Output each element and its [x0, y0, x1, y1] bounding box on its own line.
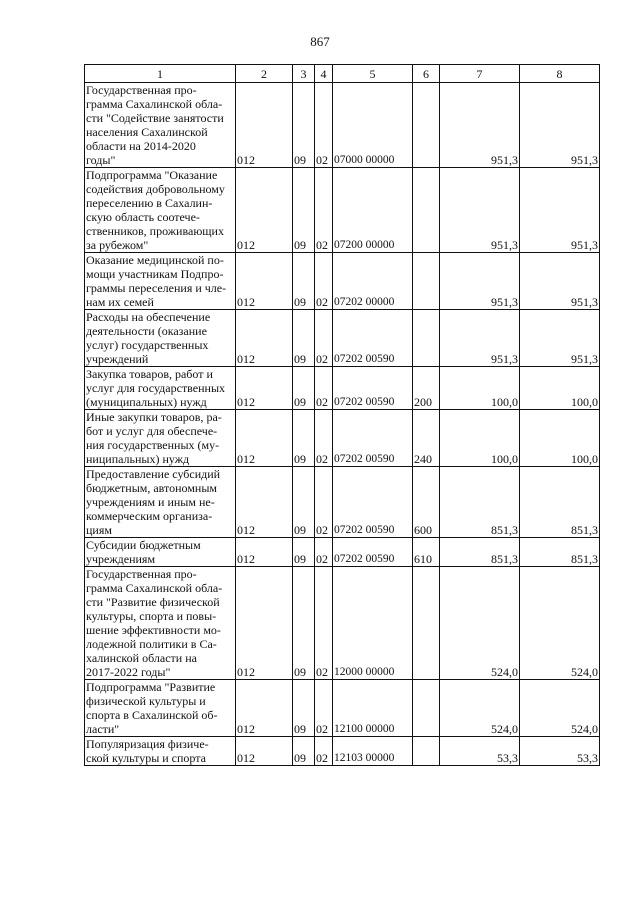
row-name-cell: Государственная про- грамма Сахалинской обла- сти "Развитие физической культуры, спорта и повы- шение эффективности мо- лодежной политики в Са- халинской области на 2017-2022 годы"	[85, 567, 236, 680]
subsection-cell: 02	[315, 538, 333, 567]
column-header: 2	[236, 65, 293, 83]
target-article-cell: 07202 00590	[333, 367, 413, 410]
amount-cell: 524,0	[440, 680, 520, 737]
table-row	[85, 410, 600, 467]
amount-total-cell: 100,0	[520, 410, 600, 467]
amount-total-cell: 851,3	[520, 467, 600, 538]
amount-total-cell: 851,3	[520, 538, 600, 567]
column-header: 1	[85, 65, 236, 83]
expense-type-cell	[413, 168, 440, 253]
row-name-cell: Предоставление субсидий бюджетным, автономным учреждениям и иным не- коммерческим организа- циям	[85, 467, 236, 538]
expense-type-cell	[413, 567, 440, 680]
column-header: 3	[293, 65, 315, 83]
row-name-cell: Субсидии бюджетным учреждениям	[85, 538, 236, 567]
subsection-cell: 02	[315, 567, 333, 680]
admin-code-cell: 012	[236, 253, 293, 310]
target-article-cell: 12103 00000	[333, 737, 413, 766]
amount-total-cell: 951,3	[520, 83, 600, 168]
admin-code-cell: 012	[236, 168, 293, 253]
subsection-cell: 02	[315, 467, 333, 538]
section-cell: 09	[293, 83, 315, 168]
expense-type-cell: 600	[413, 467, 440, 538]
amount-total-cell: 951,3	[520, 168, 600, 253]
budget-table	[84, 64, 600, 766]
section-cell: 09	[293, 567, 315, 680]
admin-code-cell: 012	[236, 567, 293, 680]
expense-type-cell	[413, 253, 440, 310]
table-row	[85, 567, 600, 680]
row-name-cell: Закупка товаров, работ и услуг для государственных (муниципальных) нужд	[85, 367, 236, 410]
table-row	[85, 680, 600, 737]
section-cell: 09	[293, 253, 315, 310]
section-cell: 09	[293, 310, 315, 367]
subsection-cell: 02	[315, 367, 333, 410]
amount-cell: 951,3	[440, 168, 520, 253]
target-article-cell: 12100 00000	[333, 680, 413, 737]
column-header: 5	[333, 65, 413, 83]
column-header: 8	[520, 65, 600, 83]
target-article-cell: 07202 00590	[333, 410, 413, 467]
subsection-cell: 02	[315, 310, 333, 367]
amount-cell: 100,0	[440, 367, 520, 410]
page-number: 867	[310, 34, 330, 49]
subsection-cell: 02	[315, 253, 333, 310]
amount-total-cell: 53,3	[520, 737, 600, 766]
subsection-cell: 02	[315, 83, 333, 168]
table-row	[85, 83, 600, 168]
section-cell: 09	[293, 467, 315, 538]
column-header: 4	[315, 65, 333, 83]
admin-code-cell: 012	[236, 680, 293, 737]
table-row	[85, 253, 600, 310]
header-row	[85, 65, 600, 83]
section-cell: 09	[293, 410, 315, 467]
target-article-cell: 07202 00590	[333, 467, 413, 538]
section-cell: 09	[293, 168, 315, 253]
column-header: 7	[440, 65, 520, 83]
amount-total-cell: 951,3	[520, 310, 600, 367]
row-name-cell: Государственная про- грамма Сахалинской обла- сти "Содействие занятости населения Сахалинской области на 2014-2020 годы"	[85, 83, 236, 168]
amount-cell: 851,3	[440, 538, 520, 567]
amount-cell: 524,0	[440, 567, 520, 680]
admin-code-cell: 012	[236, 410, 293, 467]
row-name-cell: Подпрограмма "Развитие физической культуры и спорта в Сахалинской об- ласти"	[85, 680, 236, 737]
admin-code-cell: 012	[236, 367, 293, 410]
table-row	[85, 168, 600, 253]
section-cell: 09	[293, 367, 315, 410]
admin-code-cell: 012	[236, 538, 293, 567]
amount-cell: 951,3	[440, 83, 520, 168]
amount-total-cell: 951,3	[520, 253, 600, 310]
expense-type-cell: 200	[413, 367, 440, 410]
expense-type-cell: 240	[413, 410, 440, 467]
table-body	[85, 83, 600, 766]
subsection-cell: 02	[315, 737, 333, 766]
amount-cell: 851,3	[440, 467, 520, 538]
table-row	[85, 538, 600, 567]
table-row	[85, 367, 600, 410]
table-row	[85, 467, 600, 538]
amount-total-cell: 524,0	[520, 680, 600, 737]
admin-code-cell: 012	[236, 310, 293, 367]
section-cell: 09	[293, 737, 315, 766]
row-name-cell: Иные закупки товаров, ра- бот и услуг для обеспече- ния государственных (му- ниципальных) нужд	[85, 410, 236, 467]
target-article-cell: 07200 00000	[333, 168, 413, 253]
admin-code-cell: 012	[236, 83, 293, 168]
column-header: 6	[413, 65, 440, 83]
admin-code-cell: 012	[236, 467, 293, 538]
admin-code-cell: 012	[236, 737, 293, 766]
amount-total-cell: 100,0	[520, 367, 600, 410]
table-row	[85, 310, 600, 367]
expense-type-cell	[413, 737, 440, 766]
table-row	[85, 737, 600, 766]
amount-cell: 53,3	[440, 737, 520, 766]
amount-total-cell: 524,0	[520, 567, 600, 680]
amount-cell: 951,3	[440, 310, 520, 367]
subsection-cell: 02	[315, 168, 333, 253]
expense-type-cell: 610	[413, 538, 440, 567]
target-article-cell: 07202 00590	[333, 538, 413, 567]
amount-cell: 100,0	[440, 410, 520, 467]
target-article-cell: 07202 00590	[333, 310, 413, 367]
expense-type-cell	[413, 680, 440, 737]
target-article-cell: 07202 00000	[333, 253, 413, 310]
expense-type-cell	[413, 83, 440, 168]
row-name-cell: Оказание медицинской по- мощи участникам Подпро- граммы переселения и чле- нам их семей	[85, 253, 236, 310]
row-name-cell: Подпрограмма "Оказание содействия добровольному переселению в Сахалин- скую область соотече- ственников, проживающих за рубежом"	[85, 168, 236, 253]
section-cell: 09	[293, 680, 315, 737]
section-cell: 09	[293, 538, 315, 567]
row-name-cell: Популяризация физиче- ской культуры и спорта	[85, 737, 236, 766]
expense-type-cell	[413, 310, 440, 367]
target-article-cell: 07000 00000	[333, 83, 413, 168]
row-name-cell: Расходы на обеспечение деятельности (оказание услуг) государственных учреждений	[85, 310, 236, 367]
subsection-cell: 02	[315, 410, 333, 467]
amount-cell: 951,3	[440, 253, 520, 310]
target-article-cell: 12000 00000	[333, 567, 413, 680]
subsection-cell: 02	[315, 680, 333, 737]
